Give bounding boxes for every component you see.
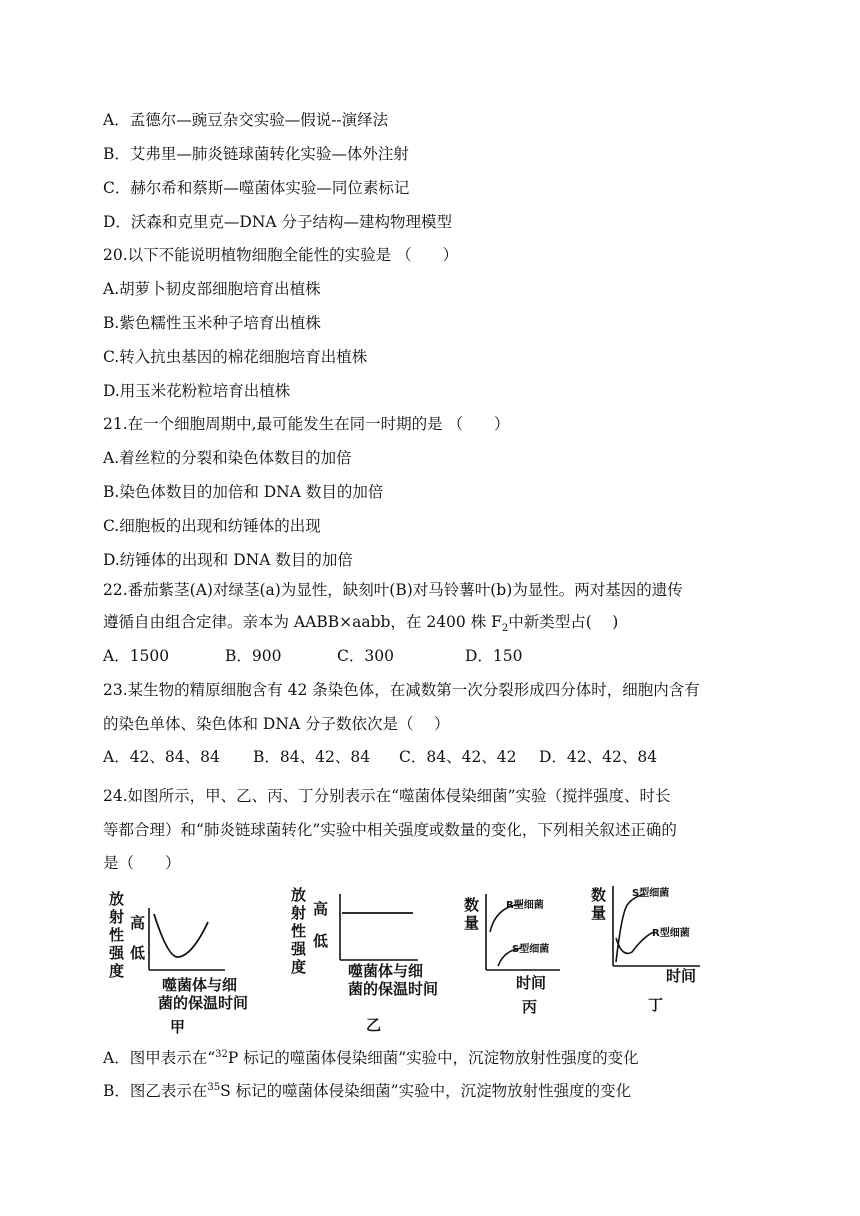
q22-option-d: D．150 xyxy=(465,647,523,665)
yi-ylabel-4: 强 xyxy=(291,940,307,958)
q21-stem: 21.在一个细胞周期中,最可能发生在同一时期的是 （ ） xyxy=(103,415,510,433)
jia-xlabel-2: 菌的保温时间 xyxy=(158,994,249,1012)
q20-stem: 20.以下不能说明植物细胞全能性的实验是 （ ） xyxy=(103,246,459,264)
jia-xlabel-1: 噬菌体与细 xyxy=(162,976,238,994)
q23-stem-line2: 的染色单体、染色体和 DNA 分子数依次是（ ） xyxy=(103,715,450,733)
q24-option-b xyxy=(103,1078,631,1101)
jia-low-label: 低 xyxy=(130,944,146,962)
ding-label-s: S型细菌 xyxy=(632,888,670,899)
q22-stem-part1: 遵循自由组合定律。亲本为 AABB×aabb，在 2400 株 F xyxy=(103,613,502,631)
q24-option-a-part1: A．图甲表示在“ xyxy=(103,1049,216,1068)
yi-xlabel-1: 噬菌体与细 xyxy=(348,962,424,980)
q21-option-d: D.纺锤体的出现和 DNA 数目的加倍 xyxy=(103,551,353,569)
bing-xlabel: 时间 xyxy=(516,974,547,992)
yi-ylabel-3: 性 xyxy=(291,922,307,940)
q22-stem-line2 xyxy=(103,612,618,639)
q20-option-c: C.转入抗虫基因的棉花细胞培育出植株 xyxy=(103,348,368,366)
q19-option-d: D．沃森和克里克—DNA 分子结构—建构物理模型 xyxy=(103,213,453,231)
jia-high-label: 高 xyxy=(130,914,146,932)
q21-option-b: B.染色体数目的加倍和 DNA 数目的加倍 xyxy=(103,483,384,501)
bing-label-r: R型细菌 xyxy=(506,900,544,911)
q22-option-a: A．1500 xyxy=(103,647,170,665)
q19-option-a: A．孟德尔—豌豆杂交实验—假说--演绎法 xyxy=(103,111,389,129)
ding-ylabel-1: 数 xyxy=(591,886,607,904)
q23-option-b: B．84、42、84 xyxy=(253,748,371,766)
q23-options xyxy=(103,747,657,767)
ding-xlabel: 时间 xyxy=(666,967,697,985)
figure-jia xyxy=(100,880,280,1040)
q21-option-a: A.着丝粒的分裂和染色体数目的加倍 xyxy=(103,449,352,467)
jia-ylabel-4: 强 xyxy=(109,944,125,962)
jia-caption: 甲 xyxy=(170,1018,186,1036)
figure-bing xyxy=(462,880,582,1040)
q23-option-c: C．84、42、42 xyxy=(399,748,517,766)
bing-ylabel-2: 量 xyxy=(464,914,480,932)
ding-ylabel-2: 量 xyxy=(591,904,607,922)
q24-option-b-superscript: 35 xyxy=(207,1082,221,1093)
yi-low-label: 低 xyxy=(313,932,329,950)
ding-curve-r xyxy=(616,932,654,953)
q19-option-c: C．赫尔希和蔡斯—噬菌体实验—同位素标记 xyxy=(103,179,410,197)
q24-option-a-superscript: 32 xyxy=(215,1049,228,1060)
q23-option-a: A．42、84、84 xyxy=(103,748,220,766)
yi-xlabel-2: 菌的保温时间 xyxy=(348,980,439,998)
figure-yi xyxy=(288,880,463,1040)
q24-stem-line2: 等都合理）和“肺炎链球菌转化”实验中相关强度或数量的变化，下列相关叙述正确的 xyxy=(103,821,677,839)
bing-caption: 丙 xyxy=(522,998,538,1016)
jia-ylabel-2: 射 xyxy=(109,908,125,926)
q23-stem-line1: 23.某生物的精原细胞含有 42 条染色体，在减数第一次分裂形成四分体时，细胞内含有 xyxy=(103,681,700,699)
q21-option-c: C.细胞板的出现和纺锤体的出现 xyxy=(103,517,321,535)
ding-curve-s xyxy=(616,894,644,962)
q23-option-d: D．42、42、84 xyxy=(539,748,658,766)
q22-stem-line1: 22.番茄紫茎(A)对绿茎(a)为显性，缺刻叶(B)对马铃薯叶(b)为显性。两对基因的遗传 xyxy=(103,581,683,599)
jia-ylabel-5: 度 xyxy=(109,962,125,980)
q20-option-b: B.紫色糯性玉米种子培育出植株 xyxy=(103,314,321,332)
figure-ding xyxy=(588,880,718,1040)
yi-high-label: 高 xyxy=(313,900,329,918)
ding-caption: 丁 xyxy=(648,996,664,1014)
q22-subscript: 2 xyxy=(501,623,509,635)
q24-stem-line1: 24.如图所示，甲、乙、丙、丁分别表示在“噬菌体侵染细菌”实验（搅拌强度、时长 xyxy=(103,787,671,805)
q24-option-a-part2: P 标记的噬菌体侵染细菌”实验中，沉淀物放射性强度的变化 xyxy=(227,1049,639,1068)
q24-option-a xyxy=(103,1045,639,1068)
ding-label-r: R型细菌 xyxy=(652,928,690,939)
q22-option-c: C．300 xyxy=(337,647,394,665)
jia-curve xyxy=(154,914,208,957)
jia-ylabel-1: 放 xyxy=(109,890,125,908)
yi-ylabel-5: 度 xyxy=(291,958,307,976)
bing-label-s: S型细菌 xyxy=(512,944,550,955)
bing-ylabel-1: 数 xyxy=(464,896,480,914)
jia-ylabel-3: 性 xyxy=(109,926,125,944)
yi-ylabel-2: 射 xyxy=(291,904,307,922)
yi-ylabel-1: 放 xyxy=(291,886,307,904)
q22-options xyxy=(103,646,523,666)
q20-option-a: A.胡萝卜韧皮部细胞培育出植株 xyxy=(103,280,321,298)
q24-stem-line3: 是（ ） xyxy=(103,854,181,872)
q19-option-b: B．艾弗里—肺炎链球菌转化实验—体外注射 xyxy=(103,145,409,163)
q24-figures xyxy=(100,880,720,1040)
q24-option-b-part2: S 标记的噬菌体侵染细菌”实验中，沉淀物放射性强度的变化 xyxy=(220,1082,632,1101)
yi-caption: 乙 xyxy=(366,1016,382,1034)
q22-stem-part2: 中新类型占( ) xyxy=(508,613,619,631)
q20-option-d: D.用玉米花粉粒培育出植株 xyxy=(103,382,291,400)
q22-option-b: B．900 xyxy=(225,647,282,665)
q24-option-b-part1: B．图乙表示在 xyxy=(103,1082,208,1101)
